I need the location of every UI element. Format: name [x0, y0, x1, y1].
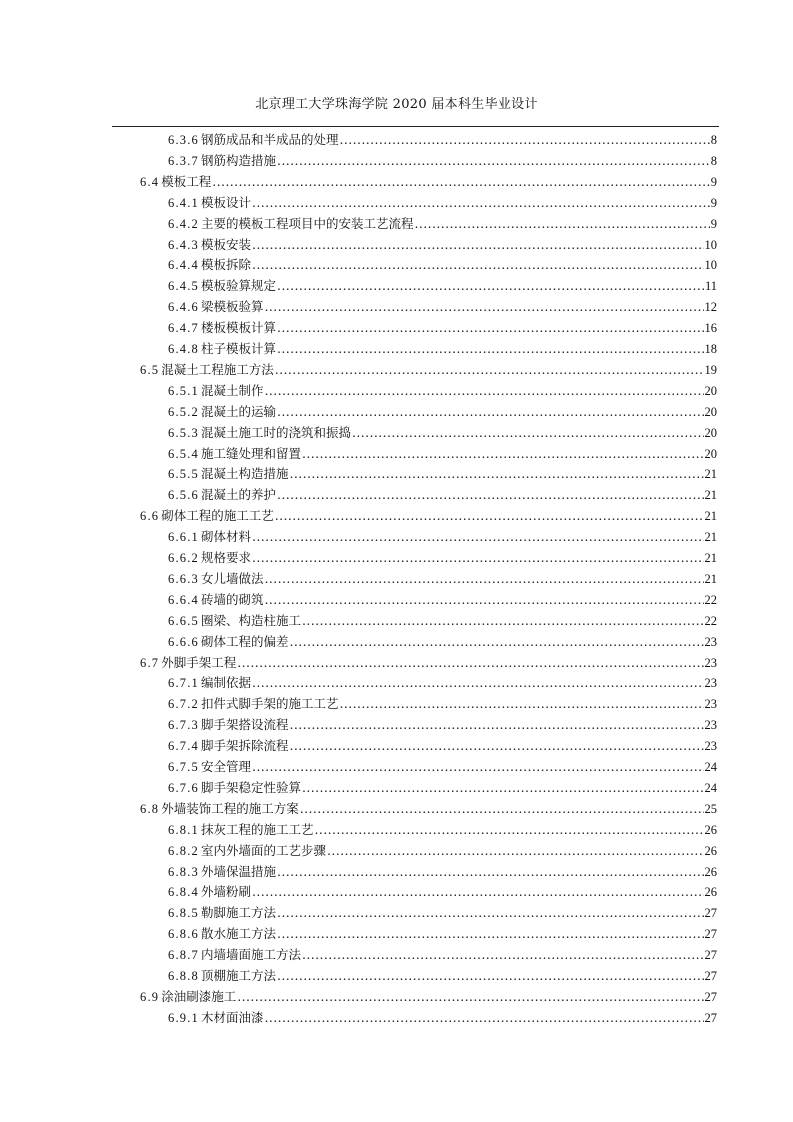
toc-entry-number: 6.5.4 — [168, 446, 199, 461]
toc-dot-leader — [252, 255, 703, 275]
toc-entry-title: 模板安装 — [201, 236, 252, 252]
toc-entry[interactable] — [168, 757, 717, 777]
toc-entry[interactable] — [168, 381, 717, 401]
toc-entry-number: 6.6.3 — [168, 571, 199, 586]
toc-dot-leader — [277, 485, 703, 505]
toc-entry-title: 模板工程 — [161, 173, 212, 189]
toc-entry-title: 混凝土施工时的浇筑和振捣 — [201, 424, 352, 440]
toc-dot-leader — [252, 527, 703, 547]
toc-entry-number: 6.4.4 — [168, 258, 199, 273]
toc-entry-number: 6.8.1 — [168, 822, 199, 837]
toc-entry-number: 6.5.3 — [168, 425, 199, 440]
toc-dot-leader — [252, 757, 703, 777]
toc-entry-title: 顶棚施工方法 — [201, 968, 277, 983]
toc-entry-title: 主要的模板工程项目中的安装工艺流程 — [201, 215, 414, 231]
toc-entry[interactable] — [168, 1008, 717, 1028]
toc-entry-title: 楼板模板计算 — [201, 320, 277, 336]
toc-entry[interactable] — [168, 527, 717, 547]
toc-dot-leader — [415, 214, 710, 234]
toc-dot-leader — [275, 506, 704, 526]
toc-entry-title: 外墙粉刷 — [201, 884, 252, 900]
toc-entry-title: 扣件式脚手架的施工工艺 — [201, 696, 339, 712]
toc-dot-leader — [237, 653, 703, 673]
toc-entry-page-number: 21 — [704, 571, 717, 586]
toc-entry-page-number: 24 — [704, 760, 717, 774]
toc-dot-leader — [290, 715, 704, 735]
toc-entry[interactable] — [168, 464, 717, 484]
toc-entry[interactable] — [140, 360, 717, 380]
toc-entry-number: 6.7.1 — [168, 676, 199, 691]
toc-entry-page-number: 12 — [704, 300, 717, 315]
toc-entry-title: 模板验算规定 — [201, 278, 277, 294]
toc-entry-title: 混凝土的运输 — [201, 403, 277, 419]
toc-entry-number: 6.6.5 — [168, 613, 199, 628]
toc-entry[interactable] — [168, 402, 717, 422]
toc-entry-title: 钢筋构造措施 — [201, 152, 277, 168]
toc-entry-title: 混凝土构造措施 — [201, 466, 289, 482]
toc-entry-number: 6.4 — [140, 174, 160, 189]
toc-entry[interactable] — [168, 193, 717, 213]
toc-entry-page-number: 9 — [710, 216, 717, 231]
toc-entry[interactable] — [168, 778, 717, 798]
toc-entry[interactable] — [168, 715, 717, 735]
toc-entry[interactable] — [168, 569, 717, 589]
toc-entry-title: 脚手架拆除流程 — [201, 738, 289, 754]
toc-entry[interactable] — [140, 799, 717, 819]
toc-entry[interactable] — [168, 841, 717, 861]
toc-entry-page-number: 21 — [704, 530, 717, 545]
toc-entry-page-number: 8 — [710, 153, 717, 168]
toc-entry-page-number: 21 — [704, 488, 717, 503]
toc-dot-leader — [327, 841, 703, 861]
toc-dot-leader — [237, 987, 703, 1007]
toc-entry[interactable] — [168, 151, 717, 171]
toc-entry-number: 6.4.7 — [168, 321, 199, 336]
toc-entry-page-number: 21 — [704, 467, 717, 482]
toc-entry-page-number: 20 — [704, 383, 717, 398]
toc-entry-title: 砖墙的砌筑 — [201, 591, 264, 607]
toc-entry-title: 抹灰工程的施工工艺 — [201, 821, 314, 837]
toc-entry-title: 混凝土的养护 — [201, 487, 277, 503]
toc-entry-page-number: 20 — [704, 425, 717, 440]
toc-entry[interactable] — [168, 862, 717, 882]
toc-entry-number: 6.7 — [140, 655, 160, 670]
toc-entry-title: 钢筋成品和半成品的处理 — [201, 132, 339, 147]
toc-dot-leader — [265, 569, 704, 589]
toc-entry-number: 6.8.6 — [168, 927, 199, 942]
toc-entry-title: 安全管理 — [201, 759, 252, 774]
toc-entry-number: 6.8.7 — [168, 948, 199, 963]
toc-entry-number: 6.8.4 — [168, 885, 199, 900]
toc-dot-leader — [277, 276, 704, 296]
toc-entry-number: 6.8.2 — [168, 843, 199, 858]
toc-entry-page-number: 23 — [704, 718, 717, 733]
toc-entry[interactable] — [140, 172, 717, 192]
toc-entry-title: 砌体工程的施工工艺 — [161, 508, 274, 524]
toc-entry[interactable] — [168, 820, 717, 840]
toc-entry-number: 6.6 — [140, 509, 160, 524]
toc-entry[interactable] — [168, 945, 717, 965]
toc-dot-leader — [300, 799, 704, 819]
toc-entry-page-number: 11 — [704, 279, 717, 294]
toc-entry-page-number: 20 — [704, 404, 717, 419]
toc-entry[interactable] — [168, 966, 717, 986]
toc-entry[interactable] — [168, 882, 717, 902]
toc-entry-number: 6.7.3 — [168, 718, 199, 733]
toc-dot-leader — [252, 193, 710, 213]
toc-entry[interactable] — [168, 736, 717, 756]
toc-entry-title: 梁模板验算 — [201, 299, 264, 315]
toc-dot-leader — [302, 778, 703, 798]
toc-entry-number: 6.3.7 — [168, 153, 199, 168]
toc-entry-title: 外脚手架工程 — [161, 654, 237, 670]
toc-dot-leader — [277, 151, 710, 171]
toc-entry[interactable] — [140, 987, 717, 1007]
toc-entry-title: 混凝土工程施工方法 — [161, 361, 274, 377]
toc-entry-title: 施工缝处理和留置 — [201, 445, 302, 461]
toc-dot-leader — [265, 1008, 704, 1028]
toc-entry-title: 模板拆除 — [201, 257, 252, 273]
toc-entry-title: 散水施工方法 — [201, 926, 277, 942]
toc-entry[interactable] — [168, 924, 717, 944]
toc-entry-number: 6.5.5 — [168, 467, 199, 482]
toc-entry-page-number: 9 — [710, 174, 717, 189]
toc-entry-page-number: 27 — [704, 927, 717, 942]
toc-dot-leader — [277, 924, 703, 944]
toc-entry-title: 外墙装饰工程的施工方案 — [161, 800, 299, 816]
toc-entry[interactable] — [168, 903, 717, 923]
toc-entry-number: 6.6.6 — [168, 634, 199, 649]
toc-entry-number: 6.8.3 — [168, 864, 199, 879]
toc-entry[interactable] — [168, 297, 717, 317]
toc-dot-leader — [275, 360, 704, 380]
toc-entry-number: 6.6.2 — [168, 551, 199, 565]
toc-entry-page-number: 26 — [704, 864, 717, 879]
toc-entry[interactable] — [168, 590, 717, 610]
toc-entry-page-number: 27 — [704, 989, 717, 1004]
toc-dot-leader — [277, 339, 703, 359]
toc-dot-leader — [212, 172, 710, 192]
toc-entry-page-number: 22 — [704, 613, 717, 628]
toc-entry-number: 6.5.2 — [168, 404, 199, 419]
toc-entry[interactable] — [168, 673, 717, 693]
toc-entry[interactable] — [168, 694, 717, 714]
toc-entry-title: 圈梁、构造柱施工 — [201, 612, 302, 628]
toc-entry-number: 6.4.5 — [168, 279, 199, 294]
toc-entry-number: 6.4.1 — [168, 195, 199, 210]
toc-entry-number: 6.9 — [140, 989, 160, 1004]
toc-entry-page-number: 9 — [710, 195, 717, 210]
toc-entry-page-number: 27 — [704, 969, 717, 983]
toc-dot-leader — [265, 297, 704, 317]
toc-entry[interactable] — [168, 423, 717, 443]
toc-dot-leader — [277, 903, 703, 923]
toc-entry-page-number: 23 — [704, 697, 717, 712]
toc-entry-number: 6.8 — [140, 801, 160, 816]
toc-entry-title: 脚手架搭设流程 — [201, 717, 289, 733]
toc-dot-leader — [340, 130, 710, 150]
toc-entry-number: 6.4.8 — [168, 342, 199, 356]
toc-entry-title: 木材面油漆 — [201, 1009, 264, 1025]
toc-entry[interactable] — [140, 506, 717, 526]
toc-dot-leader — [302, 945, 703, 965]
toc-dot-leader — [277, 402, 703, 422]
toc-entry[interactable] — [168, 632, 717, 652]
toc-entry[interactable] — [140, 653, 717, 673]
toc-entry-page-number: 8 — [710, 133, 717, 147]
toc-entry-page-number: 19 — [704, 362, 717, 377]
toc-entry-page-number: 26 — [704, 822, 717, 837]
toc-entry-number: 6.7.5 — [168, 760, 199, 774]
toc-entry-title: 脚手架稳定性验算 — [201, 779, 302, 795]
toc-entry-page-number: 10 — [704, 258, 717, 273]
toc-entry[interactable] — [168, 339, 717, 359]
toc-entry-title: 砌体材料 — [201, 529, 252, 545]
toc-entry-page-number: 23 — [704, 634, 717, 649]
toc-entry-title: 勒脚施工方法 — [201, 905, 277, 921]
toc-dot-leader — [290, 464, 704, 484]
toc-entry-title: 内墙墙面施工方法 — [201, 947, 302, 963]
toc-dot-leader — [352, 423, 703, 443]
toc-entry[interactable] — [168, 318, 717, 338]
toc-entry-title: 外墙保温措施 — [201, 863, 277, 879]
toc-entry[interactable] — [168, 255, 717, 275]
toc-entry-title: 模板设计 — [201, 194, 252, 210]
toc-entry-page-number: 26 — [704, 885, 717, 900]
toc-entry-page-number: 26 — [704, 843, 717, 858]
toc-entry-page-number: 21 — [704, 551, 717, 565]
toc-entry-number: 6.4.3 — [168, 237, 199, 252]
toc-dot-leader — [302, 611, 703, 631]
toc-entry-number: 6.7.6 — [168, 780, 199, 795]
toc-entry-number: 6.4.2 — [168, 216, 199, 231]
toc-dot-leader — [265, 381, 704, 401]
toc-entry-title: 混凝土制作 — [201, 382, 264, 398]
toc-entry[interactable] — [168, 548, 717, 568]
toc-entry-page-number: 21 — [704, 509, 717, 524]
toc-entry[interactable] — [168, 276, 717, 296]
toc-entry-title: 室内外墙面的工艺步骤 — [201, 842, 327, 858]
toc-entry-page-number: 18 — [704, 342, 717, 356]
toc-entry-page-number: 22 — [704, 592, 717, 607]
toc-entry-number: 6.5.1 — [168, 383, 199, 398]
toc-entry[interactable] — [168, 130, 717, 150]
toc-entry-page-number: 23 — [704, 739, 717, 754]
toc-entry-number: 6.4.6 — [168, 300, 199, 315]
toc-dot-leader — [265, 590, 704, 610]
toc-entry-title: 女儿墙做法 — [201, 570, 264, 586]
toc-entry-number: 6.5.6 — [168, 488, 199, 503]
page-header: 北京理工大学珠海学院 2020 届本科生毕业设计 — [255, 97, 538, 112]
toc-entry-page-number: 10 — [704, 237, 717, 252]
toc-entry-page-number: 27 — [704, 906, 717, 921]
toc-entry[interactable] — [168, 235, 717, 255]
toc-entry-page-number: 27 — [704, 1010, 717, 1025]
toc-dot-leader — [252, 882, 703, 902]
toc-entry-number: 6.7.4 — [168, 739, 199, 754]
toc-entry-page-number: 20 — [704, 446, 717, 461]
toc-entry-number: 6.8.5 — [168, 906, 199, 921]
toc-entry-page-number: 16 — [704, 321, 717, 336]
toc-entry[interactable] — [168, 214, 717, 234]
toc-entry-number: 6.6.4 — [168, 592, 199, 607]
toc-entry-page-number: 25 — [704, 801, 717, 816]
toc-dot-leader — [277, 966, 703, 986]
toc-dot-leader — [302, 444, 703, 464]
toc-dot-leader — [277, 862, 703, 882]
toc-entry-number: 6.8.8 — [168, 969, 199, 983]
toc-dot-leader — [340, 694, 704, 714]
toc-entry-title: 砌体工程的偏差 — [201, 633, 289, 649]
toc-dot-leader — [252, 673, 703, 693]
toc-dot-leader — [252, 548, 703, 568]
toc-dot-leader — [315, 820, 704, 840]
toc-entry-number: 6.9.1 — [168, 1010, 199, 1025]
toc-dot-leader — [277, 318, 703, 338]
toc-entry-number: 6.7.2 — [168, 697, 199, 712]
toc-entry-title: 编制依据 — [201, 675, 252, 691]
header-rule — [112, 126, 719, 127]
toc-entry-number: 6.3.6 — [168, 133, 199, 147]
toc-entry-number: 6.6.1 — [168, 530, 199, 545]
toc-entry-page-number: 23 — [704, 655, 717, 670]
toc-entry-title: 规格要求 — [201, 550, 252, 565]
toc-entry-title: 涂油刷漆施工 — [161, 988, 237, 1004]
toc-entry-page-number: 24 — [704, 780, 717, 795]
toc-entry[interactable] — [168, 485, 717, 505]
toc-entry-title: 柱子模板计算 — [201, 341, 277, 356]
toc-entry-page-number: 27 — [704, 948, 717, 963]
toc-dot-leader — [290, 632, 704, 652]
toc-dot-leader — [290, 736, 704, 756]
toc-entry-page-number: 23 — [704, 676, 717, 691]
toc-entry-number: 6.5 — [140, 362, 160, 377]
toc-dot-leader — [252, 235, 703, 255]
toc-entry[interactable] — [168, 611, 717, 631]
toc-entry[interactable] — [168, 444, 717, 464]
